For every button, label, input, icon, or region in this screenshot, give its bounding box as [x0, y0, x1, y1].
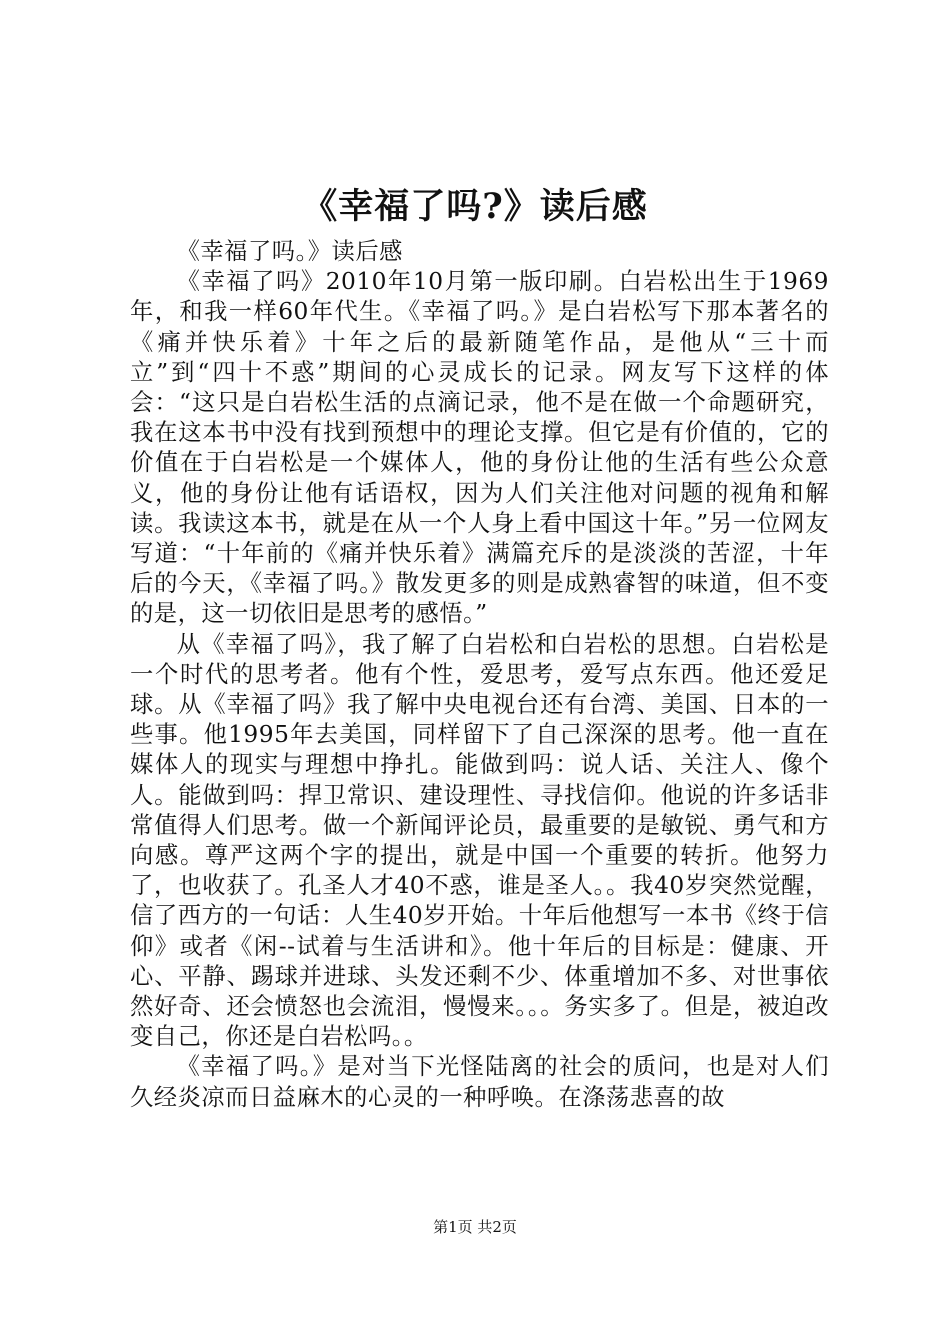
page-number-footer: 第1页 共2页: [433, 1218, 517, 1236]
page-title: 《幸福了吗?》读后感: [302, 186, 648, 227]
document-body: [130, 237, 829, 1113]
paragraph-1: 《幸福了吗》2010年10月第一版印刷。白岩松出生于1969年，和我一样60年代生。《幸福了吗。》是白岩松写下那本著名的《痛并快乐着》十年之后的最新随笔作品，是他从“三十而立”到“四十不惑”期间的心灵成长的记录。网友写下这样的体会：“这只是白岩松生活的点滴记录，他不是在做一个命题研究，我在这本书中没有找到预想中的理论支撑。但它是有价值的，它的价值在于白岩松是一个媒体人，他的身份让他的生活有些公众意义，他的身份让他有话语权，因为人们关注他对问题的视角和解读。我读这本书，就是在从一个人身上看中国这十年。”另一位网友写道：“十年前的《痛并快乐着》满篇充斥的是淡淡的苦涩，十年后的今天，《幸福了吗。》散发更多的则是成熟睿智的味道，但不变的是，这一切依旧是思考的感悟。”: [130, 268, 829, 628]
paragraph-2: 从《幸福了吗》，我了解了白岩松和白岩松的思想。白岩松是一个时代的思考者。他有个性，爱思考，爱写点东西。他还爱足球。从《幸福了吗》我了解中央电视台还有台湾、美国、日本的一些事。他1995年去美国，同样留下了自己深深的思考。他一直在媒体人的现实与理想中挣扎。能做到吗：说人话、关注人、像个人。能做到吗：捍卫常识、建设理性、寻找信仰。他说的许多话非常值得人们思考。做一个新闻评论员，最重要的是敏锐、勇气和方向感。尊严这两个字的提出，就是中国一个重要的转折。他努力了，也收获了。孔圣人才40不惑，谁是圣人。。我40岁突然觉醒，信了西方的一句话：人生40岁开始。十年后他想写一本书《终于信仰》或者《闲--试着与生活讲和》。他十年后的目标是：健康、开心、平静、踢球并进球、头发还剩不少、体重增加不多、对世事依然好奇、还会愤怒也会流泪，慢慢来。。。务实多了。但是，被迫改变自己，你还是白岩松吗。。: [130, 630, 829, 1051]
paragraph-subtitle: 《幸福了吗。》读后感: [176, 238, 403, 265]
paragraph-3: 《幸福了吗。》是对当下光怪陆离的社会的质问，也是对人们久经炎凉而日益麻木的心灵的一种呼唤。在涤荡悲喜的故: [130, 1053, 829, 1111]
